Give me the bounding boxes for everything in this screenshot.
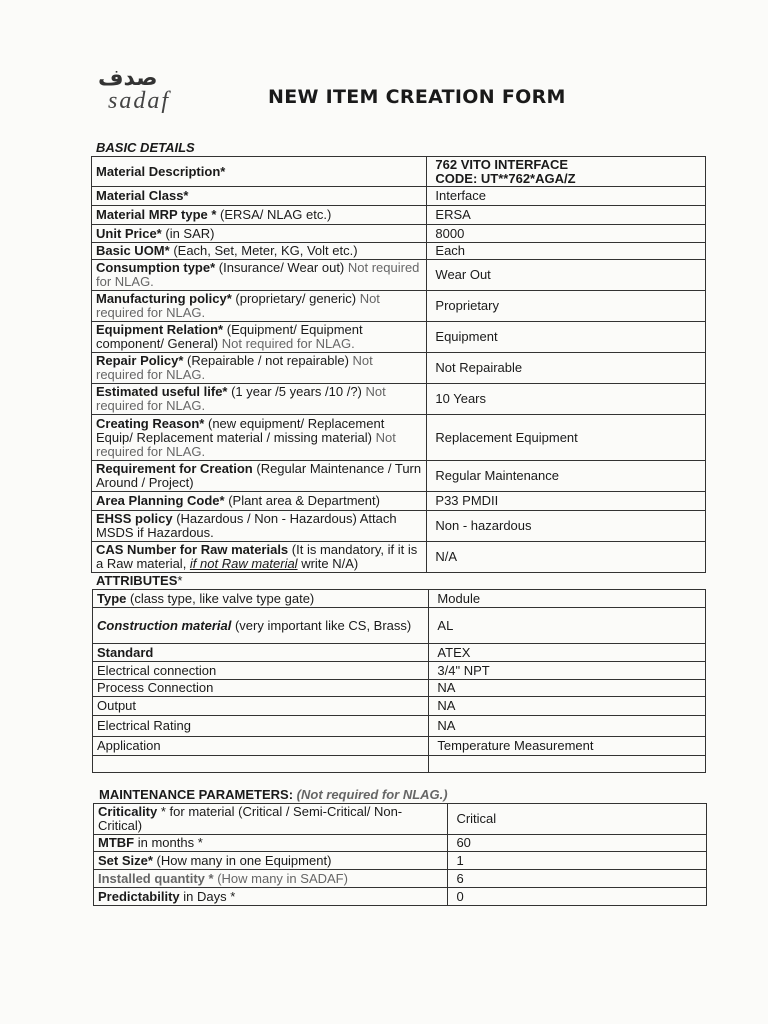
- maintenance-heading: [99, 787, 448, 802]
- row-label: EHSS policy: [96, 511, 173, 526]
- row-label: [93, 756, 429, 773]
- table-row: [92, 206, 706, 225]
- row-value: N/A: [427, 542, 706, 573]
- row-value: NA: [429, 716, 706, 737]
- basic-details-table: [91, 156, 706, 573]
- table-row: [92, 511, 706, 542]
- row-nlag-note: Not required for NLAG.: [218, 336, 355, 351]
- row-label: Criticality: [98, 804, 158, 819]
- row-value: P33 PMDII: [427, 492, 706, 511]
- row-label: Area Planning Code*: [96, 493, 225, 508]
- row-label: Unit Price*: [96, 225, 162, 241]
- row-note: (Equipment/ Equipment component/ General): [96, 322, 363, 351]
- table-row: [94, 888, 707, 906]
- table-row: [93, 756, 706, 773]
- row-value: 10 Years: [427, 384, 706, 415]
- row-label: Construction material: [97, 617, 232, 633]
- logo-arabic: صدف: [98, 66, 158, 91]
- row-value: Each: [427, 243, 706, 260]
- logo-latin: sadaf: [108, 88, 171, 114]
- row-note: (new equipment/ Replacement Equip/ Replacement material / missing material): [96, 415, 385, 445]
- row-label: Estimated useful life*: [96, 384, 228, 399]
- row-label: Equipment Relation*: [96, 322, 224, 337]
- row-note: (How many in SADAF): [213, 870, 348, 886]
- row-label: Material Class*: [96, 188, 189, 203]
- row-value: Equipment: [427, 322, 706, 353]
- row-label: Output: [93, 697, 429, 716]
- row-nlag-note: Not required for NLAG.: [96, 384, 386, 413]
- row-value: Critical: [448, 804, 707, 835]
- row-note: (proprietary/ generic): [231, 291, 357, 306]
- table-row: [92, 353, 706, 384]
- table-row: [92, 243, 706, 260]
- table-row: [94, 804, 707, 835]
- row-note: (Each, Set, Meter, KG, Volt etc.): [169, 243, 358, 258]
- row-label: Repair Policy*: [96, 353, 184, 368]
- row-value: Temperature Measurement: [429, 737, 706, 756]
- table-row: [92, 461, 706, 492]
- sadaf-logo: [92, 66, 202, 122]
- row-note: (1 year /5 years /10 /?): [227, 384, 362, 399]
- row-label: Creating Reason*: [96, 415, 205, 431]
- row-label: Set Size*: [98, 852, 153, 868]
- row-value: NA: [429, 680, 706, 697]
- row-label: Standard: [97, 644, 154, 660]
- table-row: [93, 644, 706, 662]
- maintenance-heading-note: (Not required for NLAG.): [296, 787, 448, 802]
- table-row: [92, 187, 706, 206]
- row-label: Predictability: [98, 888, 180, 904]
- row-value: Module: [429, 590, 706, 608]
- attributes-heading-star: *: [177, 573, 183, 588]
- table-row: [94, 870, 707, 888]
- row-value: 3/4" NPT: [429, 662, 706, 680]
- row-label: Application: [93, 737, 429, 756]
- basic-details-heading: BASIC DETAILS: [96, 140, 195, 155]
- row-note: (ERSA/ NLAG etc.): [216, 207, 332, 222]
- row-nlag-note: Not required for NLAG.: [96, 429, 396, 459]
- row-value: 1: [448, 852, 707, 870]
- table-row: [92, 492, 706, 511]
- row-note: (Plant area & Department): [224, 493, 380, 508]
- row-label: CAS Number for Raw materials: [96, 542, 289, 557]
- row-note: * for material (Critical / Semi-Critical/ Non-Critical): [98, 804, 403, 833]
- row-value: Interface: [427, 187, 706, 206]
- row-value: 60: [448, 835, 707, 852]
- table-row: [92, 291, 706, 322]
- row-value: Wear Out: [427, 260, 706, 291]
- table-row: [92, 542, 706, 573]
- table-row: [93, 716, 706, 737]
- row-label: Process Connection: [93, 680, 429, 697]
- row-value: ERSA: [427, 206, 706, 225]
- row-note: (Hazardous / Non - Hazardous) Attach MSDS if Hazardous.: [96, 511, 397, 540]
- table-row: [92, 157, 706, 187]
- row-note: (very important like CS, Brass): [231, 617, 412, 633]
- row-value: 6: [448, 870, 707, 888]
- row-value: AL: [429, 608, 706, 644]
- row-note-underlined: if not Raw material: [189, 556, 298, 571]
- table-row: [93, 662, 706, 680]
- row-value: 0: [448, 888, 707, 906]
- attributes-heading-text: ATTRIBUTES: [96, 573, 178, 588]
- table-row: [92, 384, 706, 415]
- form-title: NEW ITEM CREATION FORM: [268, 86, 566, 108]
- row-label: Electrical connection: [93, 662, 429, 680]
- row-label: Consumption type*: [96, 260, 216, 275]
- table-row: [94, 835, 707, 852]
- row-value: Not Repairable: [427, 353, 706, 384]
- table-row: [92, 225, 706, 243]
- row-value: ATEX: [429, 644, 706, 662]
- row-value: NA: [429, 697, 706, 716]
- table-row: [93, 697, 706, 716]
- row-note: (in SAR): [161, 225, 215, 241]
- table-row: [93, 680, 706, 697]
- row-label: Electrical Rating: [93, 716, 429, 737]
- row-note: (It is mandatory, if it is a Raw material,: [96, 542, 418, 571]
- row-label: MTBF: [98, 835, 135, 850]
- row-note: (Repairable / not repairable): [183, 353, 349, 368]
- row-note: (class type, like valve type gate): [126, 590, 315, 606]
- row-value: Non - hazardous: [427, 511, 706, 542]
- row-value: Proprietary: [427, 291, 706, 322]
- attributes-table: [92, 589, 706, 773]
- row-label: Installed quantity *: [98, 870, 214, 886]
- row-value: Replacement Equipment: [427, 415, 706, 461]
- row-note: (Regular Maintenance / Turn Around / Project): [96, 461, 422, 490]
- row-nlag-note: Not required for NLAG.: [96, 353, 373, 382]
- attributes-heading: [96, 573, 182, 588]
- row-note: in months *: [134, 835, 203, 850]
- row-value: Regular Maintenance: [427, 461, 706, 492]
- row-value: [429, 756, 706, 773]
- table-row: [94, 852, 707, 870]
- row-label: Material MRP type *: [96, 207, 217, 222]
- table-row: [92, 260, 706, 291]
- row-label: Manufacturing policy*: [96, 291, 232, 306]
- row-note: (Insurance/ Wear out): [215, 260, 345, 275]
- row-value: 762 VITO INTERFACE: [435, 156, 569, 172]
- row-value: 8000: [427, 225, 706, 243]
- table-row: [92, 415, 706, 461]
- maintenance-table: [93, 803, 707, 906]
- row-label: Type: [97, 590, 127, 606]
- row-note-end: write N/A): [297, 556, 359, 571]
- table-row: [93, 590, 706, 608]
- row-nlag-note: Not required for NLAG.: [96, 260, 420, 289]
- table-row: [93, 737, 706, 756]
- row-label: Requirement for Creation: [96, 461, 253, 476]
- row-label: Basic UOM*: [96, 243, 170, 258]
- maintenance-heading-text: MAINTENANCE PARAMETERS:: [99, 787, 294, 802]
- table-row: [93, 608, 706, 644]
- row-label: Material Description*: [96, 163, 226, 179]
- row-note: (How many in one Equipment): [152, 852, 332, 868]
- row-value-code: CODE: UT**762*AGA/Z: [435, 170, 576, 186]
- row-nlag-note: Not required for NLAG.: [96, 291, 380, 320]
- table-row: [92, 322, 706, 353]
- row-note: in Days *: [179, 888, 236, 904]
